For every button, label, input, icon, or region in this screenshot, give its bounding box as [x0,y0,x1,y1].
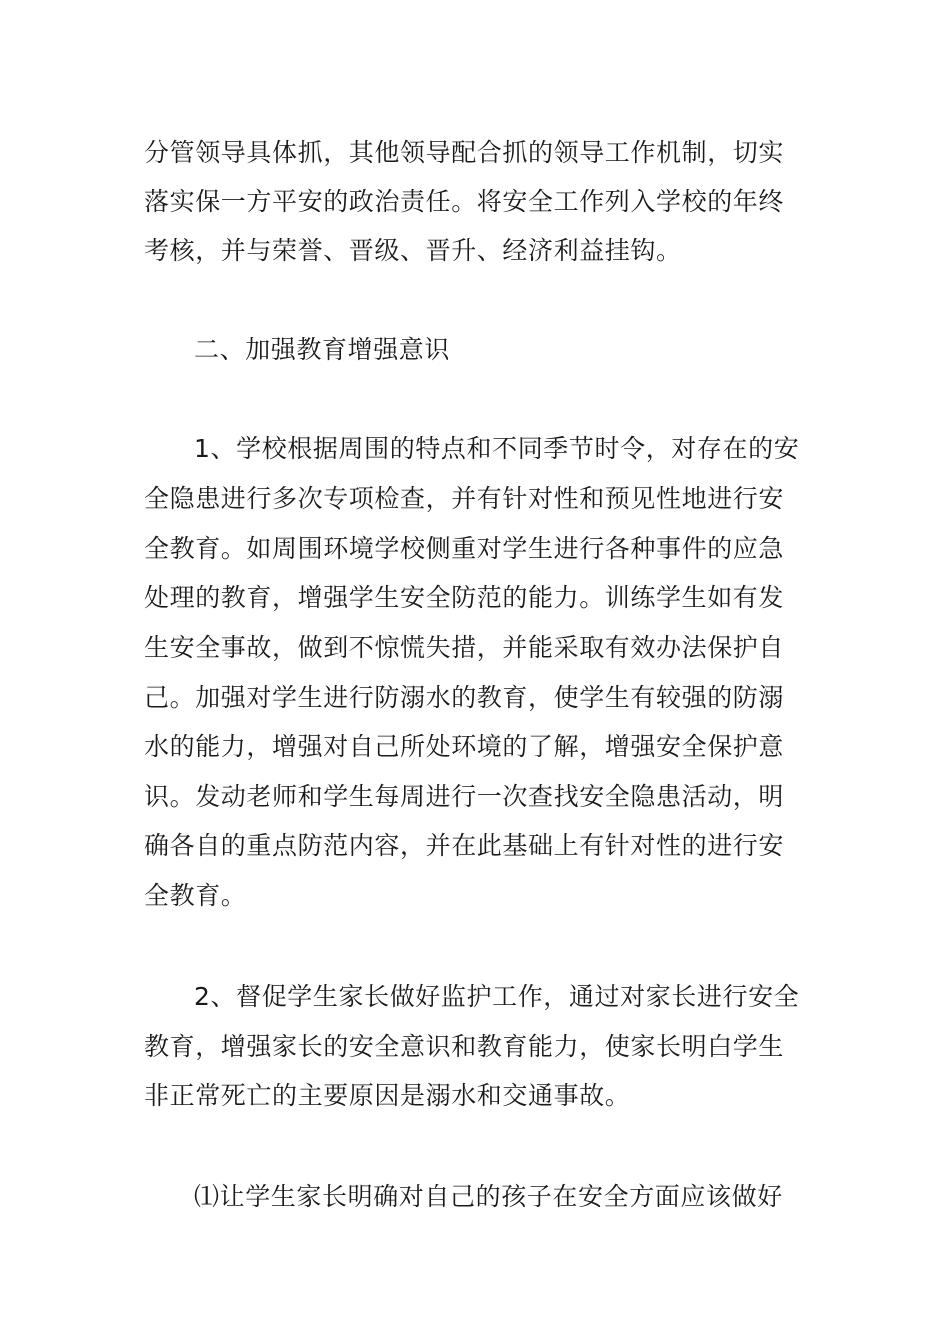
paragraph-line: ⑴让学生家长明确对自己的孩子在安全方面应该做好 [194,1182,783,1211]
paragraph-line: 落实保一方平安的政治责任。将安全工作列入学校的年终 [144,187,785,216]
paragraph-line: 2、督促学生家长做好监护工作，通过对家长进行安全 [194,982,800,1011]
paragraph-line: 己。加强对学生进行防溺水的教育，使学生有较强的防溺 [144,683,785,712]
paragraph-line: 1、学校根据周围的特点和不同季节时令，对存在的安 [194,434,800,463]
paragraph-line: 教育，增强家长的安全意识和教育能力，使家长明白学生 [144,1032,785,1061]
paragraph-line: 分管领导具体抓，其他领导配合抓的领导工作机制，切实 [144,138,785,167]
paragraph-line: 非正常死亡的主要原因是溺水和交通事故。 [144,1081,631,1110]
paragraph-line: 水的能力，增强对自己所处环境的了解，增强安全保护意 [144,732,785,761]
paragraph-line: 确各自的重点防范内容，并在此基础上有针对性的进行安 [144,831,785,860]
paragraph-line: 全教育。 [144,881,247,910]
paragraph-line: 考核，并与荣誉、晋级、晋升、经济利益挂钩。 [144,236,682,265]
section-heading: 二、加强教育增强意识 [194,335,451,364]
paragraph-line: 生安全事故，做到不惊慌失措，并能采取有效办法保护自 [144,633,785,662]
paragraph-line: 全隐患进行多次专项检查，并有针对性和预见性地进行安 [144,484,785,513]
paragraph-line: 全教育。如周围环境学校侧重对学生进行各种事件的应急 [144,534,785,563]
paragraph-line: 识。发动老师和学生每周进行一次查找安全隐患活动，明 [144,782,785,811]
paragraph-line: 处理的教育，增强学生安全防范的能力。训练学生如有发 [144,583,785,612]
